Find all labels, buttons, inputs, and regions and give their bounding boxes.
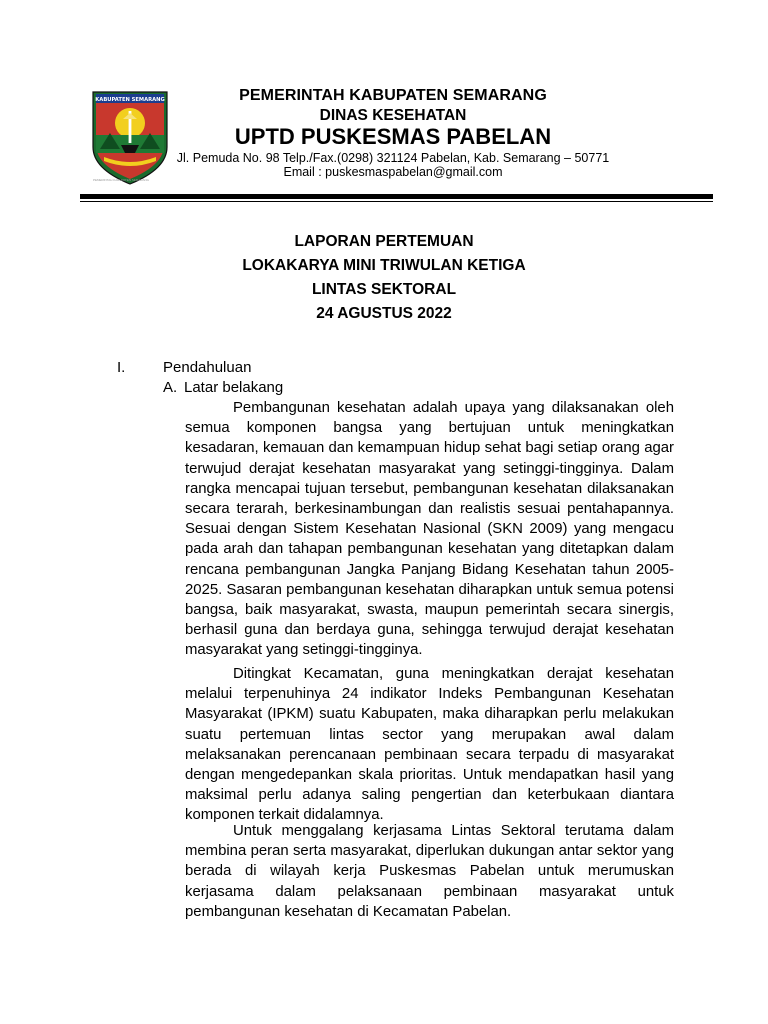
address-line: Jl. Pemuda No. 98 Telp./Fax.(0298) 321124 Pabelan, Kab. Semarang – 50771 <box>176 151 610 165</box>
government-name: PEMERINTAH KABUPATEN SEMARANG <box>239 87 547 104</box>
report-scope: LINTAS SEKTORAL <box>311 281 457 298</box>
subsection-title: Latar belakang <box>184 379 284 396</box>
letterhead-divider-thick <box>80 194 713 199</box>
report-title: LAPORAN PERTEMUAN <box>294 233 474 250</box>
department-name: DINAS KESEHATAN <box>319 107 467 124</box>
section-title: Pendahuluan <box>163 359 252 376</box>
report-date: 24 AGUSTUS 2022 <box>316 305 452 322</box>
body-paragraph: Pembangunan kesehatan adalah upaya yang dilaksanakan oleh semua komponen bangsa yang bertujuan untuk meningkatkan kesadaran, kemauan dan kemampuan hidup sehat bagi setiap orang agar terwujud derajat kesehatan masyarakat yang setinggi-tingginya. Dalam rangka mencapai tujuan tersebut, pembangunan kesehatan dilaksanakan secara terarah, berkesinambungan dan realistis sesuai pentahapannya. Sesuai dengan Sistem Kesehatan Nasional (SKN 2009) yang mengacu pada arah dan tahapan pembangunan kesehatan yang ditetapkan dalam rencana pembangunan Jangka Panjang Bidang Kesehatan tahun 2005-2025. Sasaran pembangunan kesehatan diharapkan untuk semua potensi bangsa, baik masyarakat, swasta, maupun pemerintah secara sinergis, berhasil guna dan berdaya guna, sehingga terwujud derajat kesehatan masyarakat yang setinggi-tingginya. <box>185 400 674 659</box>
subsection-letter: A. <box>163 379 178 396</box>
report-subtitle: LOKAKARYA MINI TRIWULAN KETIGA <box>242 257 526 274</box>
letterhead-divider-thin <box>80 201 713 202</box>
kabupaten-semarang-emblem <box>90 89 170 187</box>
section-number: I. <box>117 359 126 376</box>
email-line: Email : puskesmaspabelan@gmail.com <box>283 165 503 179</box>
emblem-caption: PEMERINTAH KABUPATEN SEMARANG <box>93 178 150 182</box>
emblem-text: KABUPATEN SEMARANG <box>95 97 165 103</box>
unit-name: UPTD PUSKESMAS PABELAN <box>234 124 552 149</box>
body-paragraph: Ditingkat Kecamatan, guna meningkatkan derajat kesehatan melalui terpenuhinya 24 indikator Indeks Pembangunan Kesehatan Masyarakat (IPKM) suatu Kabupaten, maka diharapkan perlu melakukan suatu pertemuan lintas sector yang merupakan awal dalam melaksanakan perencanaan pembinaan secara terpadu di masyarakat dengan mengedepankan skala prioritas. Untuk mendapatkan hasil yang maksimal perlu adanya saling pengertian dan keterbukaan diantara komponen terkait didalamnya. <box>185 666 674 824</box>
body-paragraph: Untuk menggalang kerjasama Lintas Sektoral terutama dalam membina peran serta masyarakat, diperlukan dukungan antar sektor yang berada di wilayah kerja Puskesmas Pabelan untuk merumuskan kerjasama dalam pelaksanaan pembinaan masyarakat untuk pembangunan kesehatan di Kecamatan Pabelan. <box>185 823 674 920</box>
